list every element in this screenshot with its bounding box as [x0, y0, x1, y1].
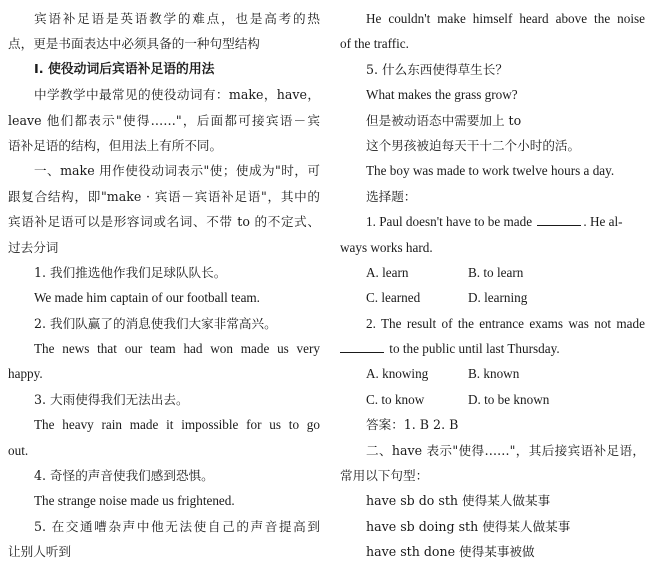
question-1-stem-end: . He al-: [583, 214, 623, 230]
pattern-3: have sth done 使得某事被做: [366, 544, 535, 560]
question-2-stem-cont: to the public until last Thursday.: [389, 341, 560, 357]
example-1-cn: 1. 我们推选他作我们足球队队长。: [34, 264, 227, 280]
example-5-en-1: He couldn't make himself heard above the noise: [366, 11, 645, 26]
example-3-en-1: The heavy rain made it impossible for us to go: [34, 417, 320, 433]
para2-line-2: 跟复合结构，即"make · 宾语－宾语补足语"，其中的: [8, 188, 320, 204]
intro-line-1: 宾语补足语是英语教学的难点，也是高考的热: [34, 11, 320, 26]
option-b: B. to learn: [468, 264, 524, 280]
intro-line-2: 点，更是书面表达中必须具备的一种句型结构: [8, 36, 260, 52]
answer-blank: [340, 351, 384, 353]
question-1-stem-start: 1. Paul doesn't have to be made: [366, 214, 533, 230]
example-1-en: We made him captain of our football team.: [34, 290, 260, 306]
passive-note: 但是被动语态中需要加上 to: [366, 112, 522, 128]
example-5-cn-1: 5. 在交通嘈杂声中他无法使自己的声音提高到: [34, 518, 320, 534]
answer-key: 答案：1. B 2. B: [366, 417, 459, 433]
para1-line-2: leave 他们都表示"使得……"，后面都可接宾语－宾: [8, 112, 320, 128]
example-3-en-2: out.: [8, 442, 29, 458]
option-d: D. learning: [468, 290, 528, 306]
pattern-1: have sb do sth 使得某人做某事: [366, 493, 551, 509]
example-3-cn: 3. 大雨使得我们无法出去。: [34, 391, 189, 407]
para2-line-1: 一、make 用作使役动词表示"使；使成为"时，可: [34, 163, 320, 179]
question-2-stem: 2. The result of the entrance exams was not made: [366, 315, 645, 331]
question-1-stem: [340, 209, 645, 234]
option-d: D. to be known: [468, 391, 550, 407]
example-6-cn: 5. 什么东西使得草生长？: [366, 61, 508, 77]
quiz-label: 选择题：: [366, 188, 417, 204]
section-heading: I. 使役动词后宾语补足语的用法: [34, 61, 215, 77]
example-4-cn: 4. 奇怪的声音使我们感到恐惧。: [34, 468, 214, 484]
example-7-en: The boy was made to work twelve hours a day.: [366, 163, 615, 179]
para2-line-3: 宾语补足语可以是形容词或名词、不带 to 的不定式、: [8, 214, 320, 230]
question-2-options-row-1: [340, 361, 645, 386]
example-5-cn-2: 让别人听到: [8, 544, 71, 560]
example-6-en: What makes the grass grow?: [366, 87, 518, 103]
right-column: [340, 6, 645, 565]
example-4-en: The strange noise made us frightened.: [34, 493, 235, 509]
question-1-stem-cont: ways works hard.: [340, 239, 433, 255]
example-2-en-2: happy.: [8, 366, 43, 382]
example-2-cn: 2. 我们队赢了的消息使我们大家非常高兴。: [34, 315, 277, 331]
left-column: [8, 6, 320, 565]
para1-line-3: 语补足语的结构，但用法上有所不同。: [8, 137, 223, 153]
option-b: B. known: [468, 366, 520, 382]
section2-line-2: 常用以下句型：: [340, 468, 429, 484]
para2-line-4: 过去分词: [8, 239, 59, 255]
option-a: A. knowing: [366, 366, 429, 382]
example-7-cn: 这个男孩被迫每天干十二个小时的活。: [366, 137, 581, 153]
answer-blank: [537, 224, 581, 226]
question-1-options-row-1: [340, 260, 645, 285]
question-2-options-row-2: [340, 387, 645, 412]
example-2-en-1: The news that our team had won made us very: [34, 341, 320, 357]
question-1-options-row-2: [340, 285, 645, 310]
question-2-stem-cont-line: [340, 336, 645, 361]
section2-line-1: 二、have 表示"使得……"，其后接宾语补足语，: [366, 442, 645, 458]
option-c: C. to know: [366, 391, 425, 407]
para1-line-1: 中学教学中最常见的使役动词有：make，have，: [34, 87, 320, 103]
option-a: A. learn: [366, 264, 409, 280]
pattern-2: have sb doing sth 使得某人做某事: [366, 518, 571, 534]
option-c: C. learned: [366, 290, 421, 306]
example-5-en-2: of the traffic.: [340, 36, 409, 52]
